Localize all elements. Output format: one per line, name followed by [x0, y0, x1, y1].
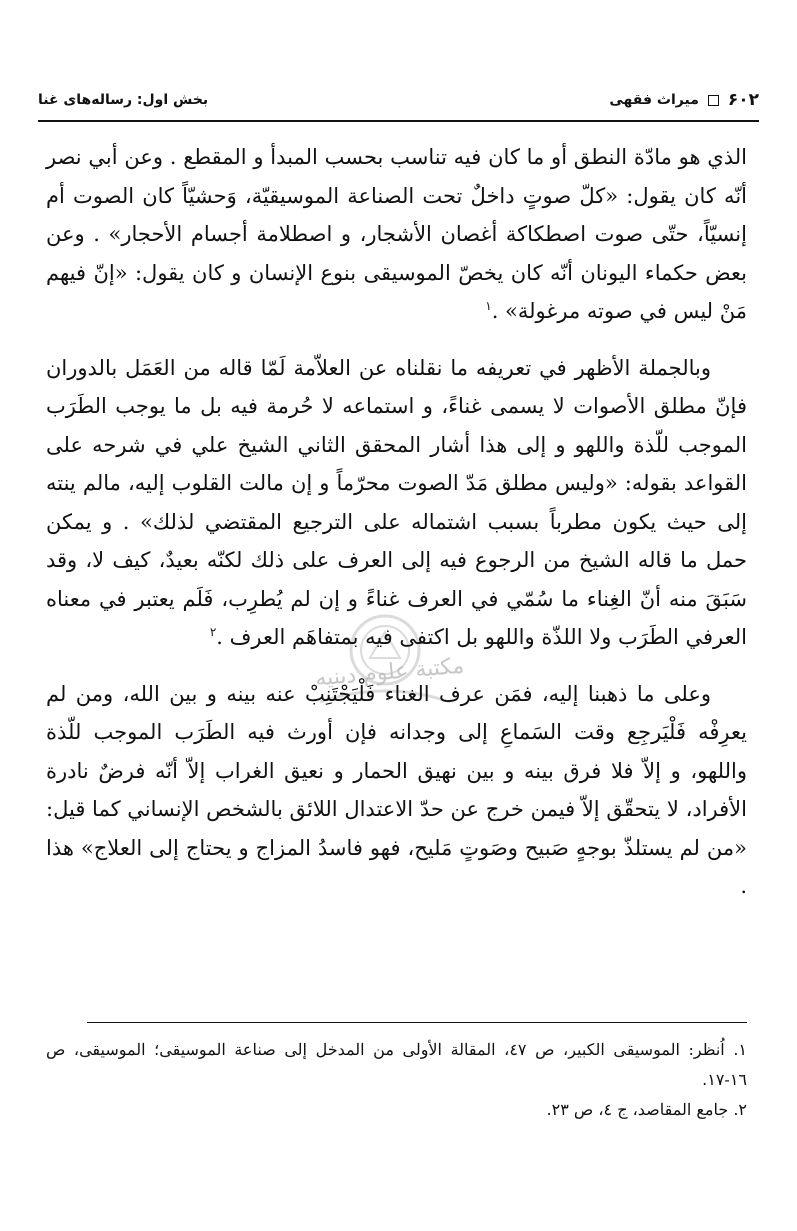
paragraph-2: وبالجملة الأظهر في تعريفه ما نقلناه عن العلاّمة لَمّا قاله من العَمَل بالدوران فإنّ مطلق الأصوات لا يسمى غناءً، و استماعه لا حُرمة فيه بل ما يوجب الطَرَب الموجب للّذة واللهو و إلى هذا أشار المحقق الثاني الشيخ علي في شرحه على القواعد بقوله: «وليس مطلق مَدّ الصوت محرّماً و إن مالت القلوب إليه، مالم ينته إلى حيث يكون مطرباً بسبب اشتماله على الترجيع المقتضي لذلك» . و يمكن حمل ما قاله الشيخ من الرجوع فيه إلى العرف على ذلك لكنّه بعيدٌ، كيف لا، وقد سَبَقَ منه أنّ الغِناء ما سُمّي في العرف غناءً و إن لم يُطرِب، فَلَم يعتبر في معناه العرفي الطَرَب ولا اللذّة واللهو بل اكتفى فيه بمتفاهَم العرف .$^٢$: [46, 355, 747, 649]
paragraph-3: وعلى ما ذهبنا إليه، فمَن عرف الغناء فَلْيَجْتَنِبْ عنه بينه و بين الله، ومن لم يعرِفْه فَلْيَرجِع وقت السَماعِ إلى وجدانه فإن أورث فيه الطَرَب الموجب للّذة واللهو، و إلاّ فلا فرق بينه و بين نهيق الحمار و نعيق الغراب إلاّ أنّه فرضٌ نادرة الأفراد، لا يتحقّق إلاّ فيمن خرج عن حدّ الاعتدال اللائق بالشخص الإنساني كما قيل: «من لم يستلذّ بوجهٍ صَبيح وصَوتٍ مَليح، فهو فاسدُ المزاج و يحتاج إلى العلاج» هذا .: [46, 681, 747, 898]
footnote-1: ١. اُنظر: الموسيقى الكبير، ص ٤٧، المقالة الأولى من المدخل إلى صناعة الموسيقى؛ الموسيقى، ص ١٦-١٧.: [46, 1040, 748, 1089]
main-text: [46, 138, 747, 924]
book-title: میراث فقهی: [609, 92, 699, 108]
footnote-ref-1[interactable]: ١: [485, 299, 492, 313]
paragraph-1: الذي هو مادّة النطق أو ما كان فيه تناسب بحسب المبدأ و المقطع . وعن أبي نصر أنّه كان يقول: «كلّ صوتٍ داخلٌ تحت الصناعة الموسيقيّة، وَحشيّاً كان الصوت أم إنسيّاً، حتّى صوت اصطكاكة أغصان الأشجار، و اصطلامة أجسام الأحجار» . وعن بعض حكماء اليونان أنّه كان يخصّ الموسيقى بنوع الإنسان و كان يقول: «إنّ فيهم مَنْ ليس في صوته مرغولة» .$^١$: [46, 145, 747, 323]
page-number: ۶۰۲: [727, 90, 759, 110]
footnote-ref-2[interactable]: ٢: [209, 625, 217, 639]
square-separator-icon: [708, 95, 719, 106]
header-page-info: [609, 90, 759, 110]
section-title: بخش اول: رساله‌های غنا: [38, 92, 209, 108]
footnote-divider: [87, 1022, 747, 1023]
footnotes: [46, 1035, 747, 1125]
footnote-2: ٢. جامع المقاصد، ج ٤، ص ٢٣.: [546, 1100, 747, 1119]
watermark-text: مکتبة علوم‌ دینیه: [314, 653, 466, 692]
running-header: [38, 80, 759, 122]
